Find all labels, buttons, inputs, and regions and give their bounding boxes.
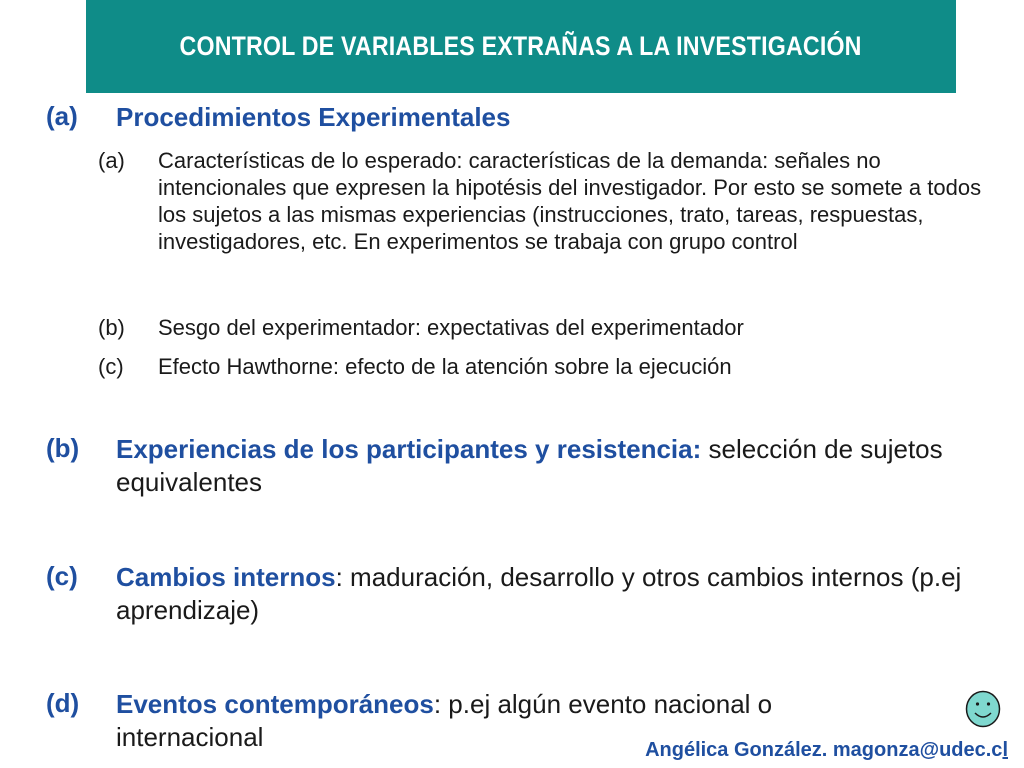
smiley-face-icon — [965, 690, 1001, 728]
subitem-text: Características de lo esperado: características de la demanda: señales no intencionales que expresen la hipotésis del investigador. Por esto se somete a todos los sujetos a las mismas experiencias (instrucciones, trato, tareas, respuestas, investigadores, etc. En experimentos se trabaja con grupo control — [158, 148, 982, 254]
item-text: selección de sujetos equivalentes — [116, 434, 943, 497]
subitem-marker: (c) — [98, 354, 124, 379]
item-marker: (c) — [46, 561, 78, 591]
item-text: : p.ej algún evento nacional o internacional — [116, 689, 773, 752]
item-heading: Procedimientos Experimentales — [116, 102, 511, 132]
title-banner — [86, 0, 956, 93]
item-marker: (a) — [46, 101, 78, 131]
item-heading: Cambios internos — [116, 562, 336, 592]
item-text: : maduración, desarrollo y otros cambios internos (p.ej aprendizaje) — [116, 562, 962, 625]
item-content — [116, 101, 996, 134]
subitem-text: Sesgo del experimentador: expectativas del experimentador — [158, 315, 744, 340]
page-title: CONTROL DE VARIABLES EXTRAÑAS A LA INVESTIGACIÓN — [179, 31, 863, 61]
author-footer — [645, 739, 1008, 762]
item-heading: Eventos contemporáneos — [116, 689, 434, 719]
subitem-marker: (a) — [98, 148, 125, 173]
item-content — [116, 561, 996, 627]
item-marker: (b) — [46, 433, 80, 463]
subitem-text: Efecto Hawthorne: efecto de la atención sobre la ejecución — [158, 354, 732, 379]
item-heading: Experiencias de los participantes y resistencia: — [116, 434, 702, 464]
footer-text: Angélica González. magonza@udec.c — [645, 739, 1003, 761]
subitem-marker: (b) — [98, 315, 125, 340]
item-content — [116, 433, 996, 499]
item-marker: (d) — [46, 688, 80, 718]
footer-underlined-char: l — [1002, 739, 1008, 761]
